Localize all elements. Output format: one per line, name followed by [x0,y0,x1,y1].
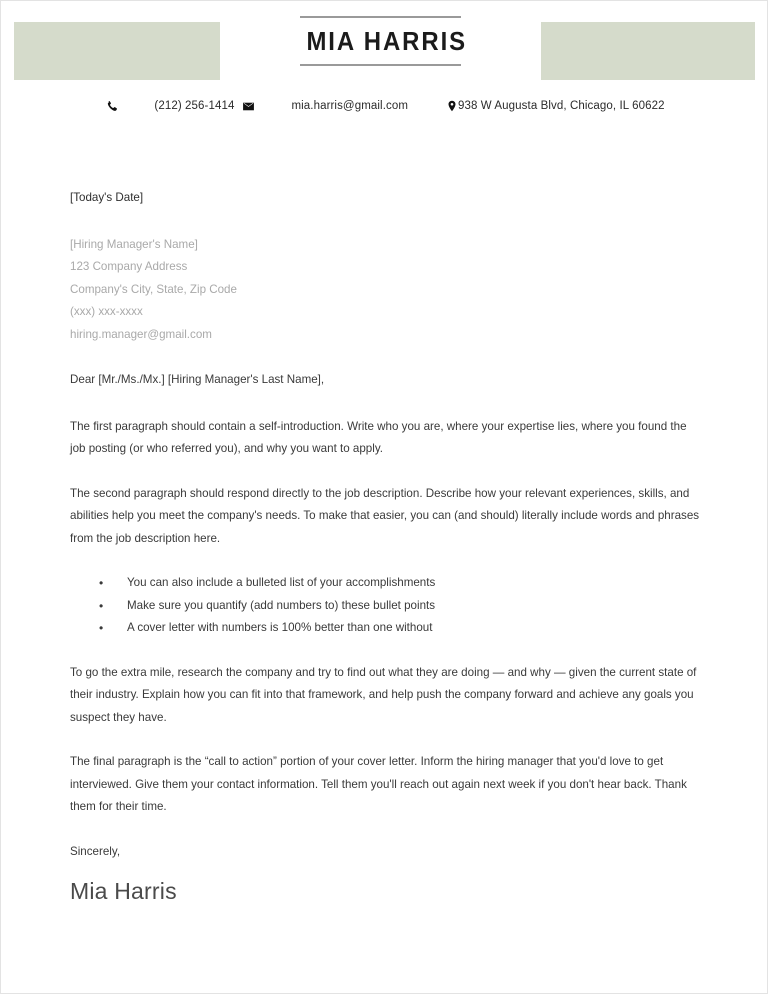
body-paragraph: The final paragraph is the “call to action” portion of your cover letter. Inform the hiring manager that you'd love to get interviewed. Give them your contact information. Tell them you'll reach out again next week if you don't hear back. Thank them for their time. [70,755,687,813]
signature-name: Mia Harris [70,878,177,904]
contact-email [242,100,408,113]
applicant-name-block [300,16,468,66]
header-accent-block-right [541,22,755,80]
list-item: • A cover letter with numbers is 100% better than one without [127,617,700,640]
accomplishments-list [70,572,700,640]
body-paragraph: To go the extra mile, research the company and try to find out what they are doing — and why — given the current state of their industry. Explain how you can fit into that framework, and help push the company forward and achieve any goals you suspect they have. [70,665,697,724]
letter-header [1,1,767,93]
map-pin-icon [446,99,458,113]
salutation: Dear [Mr./Ms./Mx.] [Hiring Manager's Last Name], [70,373,325,386]
applicant-name: MIA HARRIS [306,26,468,56]
contact-address [446,99,665,113]
header-accent-block-left [14,22,220,80]
recipient-line: 123 Company Address [70,260,188,273]
envelope-icon [242,100,255,113]
street-address: 938 W Augusta Blvd, Chicago, IL 60622 [458,100,665,112]
letter-date: [Today's Date] [70,191,144,204]
recipient-line: Company's City, State, Zip Code [70,282,237,296]
phone-icon [105,100,118,113]
recipient-line: (xxx) xxx-xxxx [70,305,143,318]
contact-row [1,99,768,113]
closing-line: Sincerely, [70,844,121,858]
email-address: mia.harris@gmail.com [291,100,409,112]
phone-number: (212) 256-1414 [154,100,235,112]
body-paragraph: The second paragraph should respond directly to the job description. Describe how your relevant experiences, skills, and abilities help you meet the company's needs. To make that easier, you can (and should) literally include words and phrases from the job description here. [70,486,700,545]
recipient-line: [Hiring Manager's Name] [70,237,198,251]
contact-phone [105,100,234,113]
recipient-line: hiring.manager@gmail.com [70,327,212,341]
list-item: • You can also include a bulleted list of your accomplishments [127,572,700,595]
recipient-block [70,234,700,347]
letter-body [70,187,700,905]
list-item: • Make sure you quantify (add numbers to) these bullet points [127,595,700,618]
name-rule-bottom [300,64,461,66]
body-paragraph: The first paragraph should contain a self-introduction. Write who you are, where your expertise lies, where you found the job posting (or who referred you), and why you want to apply. [70,419,687,455]
